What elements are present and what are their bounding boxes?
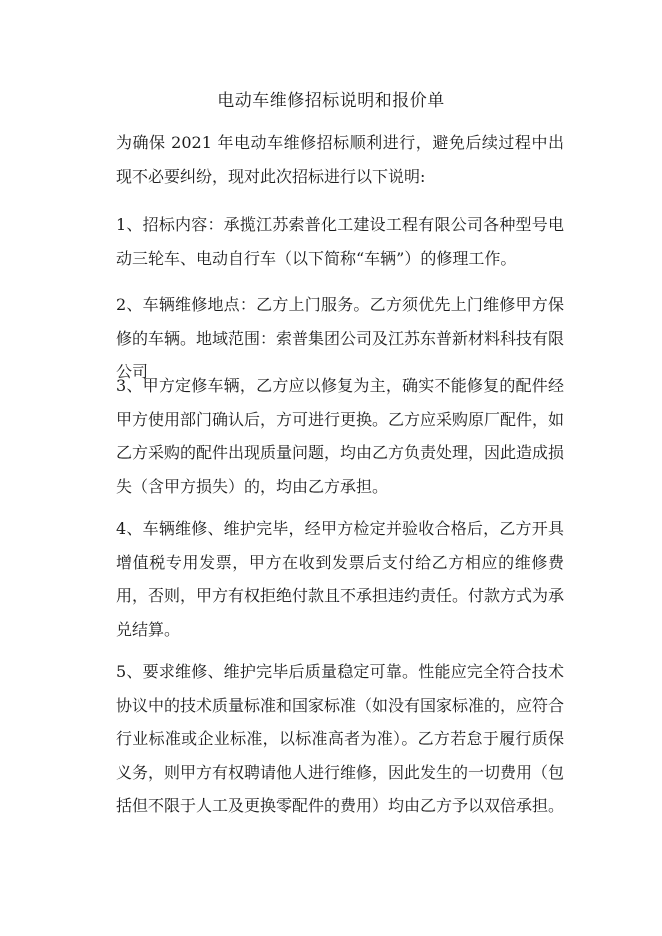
- item-5-paragraph: 5、要求维修、维护完毕后质量稳定可靠。性能应完全符合技术协议中的技术质量标准和国家标准（如没有国家标准的，应符合行业标准或企业标准，以标准高者为准）。乙方若怠于履行质保义务，则甲方有权聘请他人进行维修，因此发生的一切费用（包括但不限于人工及更换零配件的费用）均由乙方予以双倍承担。: [116, 662, 565, 815]
- item-4-paragraph: 4、车辆维修、维护完毕，经甲方检定并验收合格后，乙方开具增值税专用发票，甲方在收到发票后支付给乙方相应的维修费用，否则，甲方有权拒绝付款且不承担违约责任。付款方式为承兑结算。: [116, 519, 565, 639]
- intro-paragraph: 为确保 2021 年电动车维修招标顺利进行，避免后续过程中出现不必要纠纷，现对此次招标进行以下说明:: [116, 133, 564, 186]
- item-3-paragraph: 3、甲方定修车辆，乙方应以修复为主，确实不能修复的配件经甲方使用部门确认后，方可进行更换。乙方应采购原厂配件，如乙方采购的配件出现质量问题，均由乙方负责处理，因此造成损失（含甲方损失）的，均由乙方承担。: [116, 376, 565, 496]
- item-1-paragraph: 1、招标内容：承揽江苏索普化工建设工程有限公司各种型号电动三轮车、电动自行车（以下简称“车辆”）的修理工作。: [116, 215, 564, 268]
- item-2-paragraph: 2、车辆维修地点：乙方上门服务。乙方须优先上门维修甲方保修的车辆。地域范围：索普集团公司及江苏东普新材料科技有限公司: [116, 295, 565, 381]
- document-title: 电动车维修招标说明和报价单: [217, 91, 445, 111]
